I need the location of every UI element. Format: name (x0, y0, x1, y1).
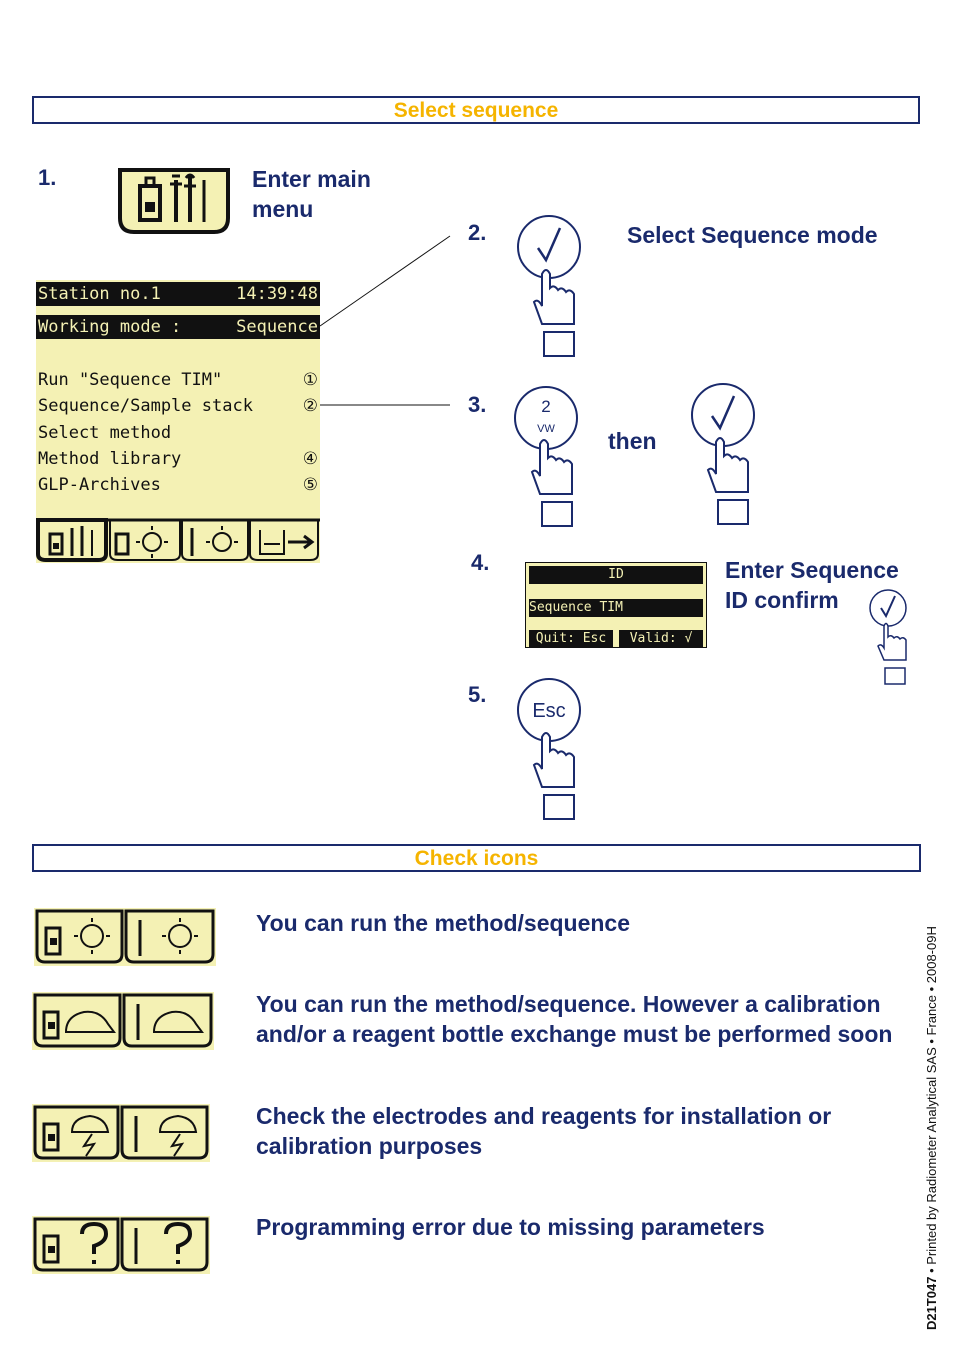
id-value-row[interactable] (529, 599, 703, 617)
lcd-menu-item-label: GLP-Archives (38, 475, 161, 495)
question-status-icons (32, 1216, 210, 1274)
lcd-menu-item-num: ① (302, 370, 318, 390)
id-valid-label: Valid: √ (629, 631, 693, 646)
lcd-menu-item-num: ② (302, 396, 318, 416)
lcd-menu-item-label: Sequence/Sample stack (38, 396, 253, 416)
check-icons-title: Check icons (414, 847, 539, 870)
footer-code: D21T047 (924, 1276, 939, 1330)
select-sequence-mode-label: Select Sequence mode (627, 222, 878, 248)
check-item-line2: calibration purposes (256, 1133, 483, 1159)
check-key-icon[interactable] (516, 214, 582, 358)
footer-print-info (924, 926, 939, 1330)
check-item-text (256, 908, 630, 938)
sun-status-icons (34, 908, 216, 966)
id-title: ID (608, 567, 624, 582)
enter-sequence-line1: Enter Sequence (725, 557, 899, 583)
lcd-working-mode-label: Working mode : (38, 317, 182, 337)
check-key-small-icon[interactable] (866, 588, 910, 686)
key-vw-text: VW (537, 423, 555, 435)
check-item-line1: You can run the method/sequence. However a calibration (256, 991, 881, 1017)
id-valid-button[interactable] (619, 630, 703, 648)
check-key-icon[interactable] (690, 382, 756, 526)
id-title-row (529, 566, 703, 584)
footer-printed: • Printed by Radiometer Analytical SAS • France • 2008-09H (924, 926, 939, 1277)
lcd-menu-item-num: ④ (302, 449, 318, 469)
enter-sequence-line2: ID confirm (725, 587, 839, 613)
lcd-menu-item-num: ⑤ (302, 475, 318, 495)
key-2-text: 2 (541, 397, 551, 416)
step-4-number: 4. (471, 550, 490, 575)
check-item-line1: Check the electrodes and reagents for installation or (256, 1103, 832, 1129)
storm-status-icons (32, 1104, 210, 1162)
step-1-number: 1. (38, 165, 57, 190)
check-item-line2: and/or a reagent bottle exchange must be performed soon (256, 1021, 893, 1047)
check-icons-header (32, 844, 921, 872)
key-2-vw-icon[interactable] (512, 384, 582, 528)
cloud-status-icons (32, 992, 214, 1050)
esc-key-text: Esc (532, 700, 566, 722)
lcd-menu-item-label: Method library (38, 449, 182, 469)
step-2-number: 2. (468, 220, 487, 245)
enter-main-line1: Enter main (252, 166, 371, 192)
lcd-time: 14:39:48 (236, 284, 318, 304)
check-item-text (256, 1212, 765, 1242)
then-label: then (608, 428, 657, 454)
enter-main-line2: menu (252, 196, 314, 222)
id-quit-label: Quit: Esc (535, 631, 607, 646)
select-sequence-title: Select sequence (393, 99, 559, 122)
lcd-menu-item-label: Run "Sequence TIM" (38, 370, 223, 390)
step-3-number: 3. (468, 392, 487, 417)
check-item-text (256, 1101, 831, 1161)
id-value: Sequence TIM (529, 600, 623, 615)
lcd-menu-item-label: Select method (38, 423, 172, 443)
step-5-number: 5. (468, 682, 487, 707)
id-entry-screen (525, 562, 707, 648)
esc-key-icon[interactable] (516, 677, 584, 821)
id-quit-button[interactable] (529, 630, 613, 648)
check-item-line1: Programming error due to missing parameters (256, 1214, 765, 1240)
check-item-text (256, 989, 892, 1049)
check-item-line1: You can run the method/sequence (256, 910, 631, 936)
lcd-station: Station no.1 (38, 284, 161, 304)
lcd-working-mode-value: Sequence (236, 317, 318, 337)
